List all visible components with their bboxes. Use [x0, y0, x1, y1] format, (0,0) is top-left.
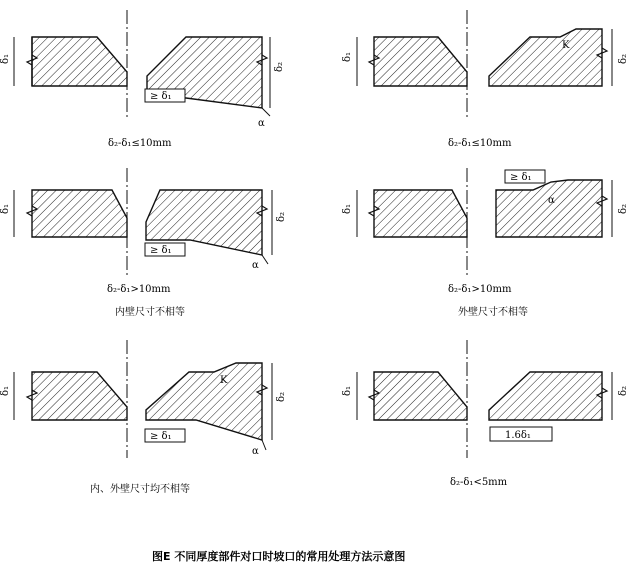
panel-3: [0, 168, 287, 318]
thin-part: [32, 190, 127, 237]
condition-caption: δ₂-δ₁≤10mm: [108, 138, 172, 149]
diagram-stroke: [262, 440, 266, 450]
panel-4: [342, 168, 629, 318]
diagram-label: α: [548, 195, 555, 206]
diagram-label: α: [252, 446, 259, 457]
diagram-label: δ₁: [342, 51, 353, 62]
diagram-label: 内壁尺寸不相等: [115, 307, 185, 318]
diagram-label: K: [220, 375, 228, 386]
diagram-label: ≥ δ₁: [150, 245, 172, 256]
diagram-label: δ₂-δ₁<5mm: [450, 477, 508, 488]
diagram-label: 外壁尺寸不相等: [458, 307, 528, 318]
figure-caption: 图E 不同厚度部件对口时坡口的常用处理方法示意图: [152, 550, 406, 563]
diagram-label: δ₂-δ₁>10mm: [448, 284, 512, 295]
diagram-label: 1.6δ₁: [505, 430, 531, 441]
diagram-label: α: [252, 260, 259, 271]
thin-part: [32, 372, 127, 420]
diagram-label: δ₂: [276, 211, 287, 222]
panel-2: [342, 10, 629, 149]
delta1-label: δ₁: [0, 53, 11, 64]
panel-5: [0, 340, 287, 495]
diagram-label: ≥ δ₁: [150, 431, 172, 442]
diagram-label: δ₁: [342, 203, 353, 214]
thick-part: [489, 372, 602, 420]
panel-1: [0, 10, 285, 149]
thin-part: [32, 37, 127, 86]
alpha-label: α: [258, 118, 265, 129]
diagram-stroke: [262, 108, 270, 116]
diagram-label: δ₁: [0, 385, 11, 396]
diagram-label: ≥ δ₁: [510, 172, 532, 183]
diagram-label: δ₂: [618, 385, 629, 396]
thin-part: [374, 372, 467, 420]
diagram-stroke: [262, 255, 268, 264]
thin-part: [374, 190, 467, 237]
diagram-label: ≥ δ₁: [150, 91, 172, 102]
diagram-label: δ₂: [618, 53, 629, 64]
diagram-label: K: [562, 40, 570, 51]
diagram-label: δ₁: [342, 385, 353, 396]
thin-part: [374, 37, 467, 86]
diagram-label: δ₂-δ₁>10mm: [107, 284, 171, 295]
thick-part: [489, 29, 602, 86]
delta2-label: δ₂: [274, 61, 285, 72]
diagram-label: δ₂: [276, 391, 287, 402]
diagram-label: δ₂: [618, 203, 629, 214]
diagram-label: δ₁: [0, 203, 11, 214]
thick-part: [146, 363, 262, 440]
thick-part: [496, 180, 602, 237]
panel-6: [342, 340, 629, 488]
diagram-label: δ₂-δ₁≤10mm: [448, 138, 512, 149]
diagram-label: 内、外壁尺寸均不相等: [90, 484, 190, 495]
